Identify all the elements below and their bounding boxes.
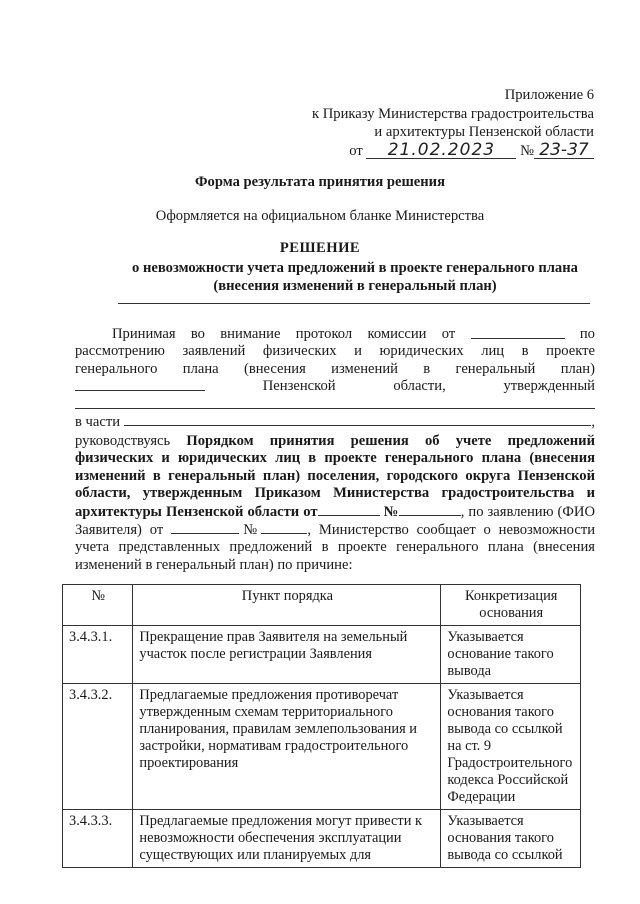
appendix-date-line [312, 139, 594, 161]
blank-settlement [75, 378, 205, 391]
row-number: 3.4.3.1. [63, 626, 133, 684]
in-part-label: в части [75, 413, 121, 430]
row-basis: Указывается основание такого вывода [441, 626, 581, 684]
comma: , [591, 413, 595, 430]
appendix-ministry-line: и архитектуры Пензенской области [374, 124, 594, 140]
word: заявлений [182, 343, 246, 360]
table-row [63, 684, 581, 810]
decision-subtitle-line-1: о невозможности учета предложений в проекте генерального плана [132, 260, 578, 276]
blank-in-part [124, 413, 591, 426]
word: плана [182, 360, 219, 377]
word: юридических [379, 343, 464, 360]
word: и [354, 343, 362, 360]
ministry-reports: , Министерство сообщает о невозможности учета представленных предложений в проекте генерального плана (внесения изменений в генеральный план) по причине: [75, 522, 596, 573]
decision-title: РЕШЕНИЕ [279, 240, 361, 256]
word: генеральный [455, 360, 536, 377]
body-line-in-part [75, 413, 595, 431]
word: Пензенской [262, 378, 336, 395]
form-title: Форма результата принятия решения [195, 174, 445, 190]
handwritten-date: 21.02.2023 [366, 142, 516, 159]
word: внимание [220, 326, 281, 342]
body-line-1 [75, 326, 595, 343]
decision-subtitle-line-2: (внесения изменений в генеральный план) [213, 278, 497, 294]
row-number: 3.4.3.2. [63, 684, 133, 810]
word: в [521, 343, 529, 360]
number-label: № [520, 142, 534, 159]
reasons-table [62, 584, 581, 868]
guided-word: руководствуясь [75, 433, 171, 450]
row-item: Предлагаемые предложения могут привести к невозможности обеспечения эксплуатации существующих или планируемых для [133, 810, 441, 868]
procedure-number-sign: № [383, 503, 399, 520]
header-number: № [63, 585, 133, 626]
word: протокол [295, 326, 353, 342]
word: области, [393, 378, 446, 395]
blank-application-number [261, 521, 307, 534]
word: генерального [75, 360, 158, 377]
blank-protocol-date [471, 326, 565, 339]
header-item: Пункт порядка [133, 585, 441, 626]
appendix-order-line: к Приказу Министерства градостроительства [312, 105, 594, 122]
body-line-3 [75, 361, 595, 378]
word: в [423, 360, 431, 377]
application-number-sign: № [239, 522, 262, 539]
form-note: Оформляется на официальном бланке Министерства [155, 208, 485, 224]
word: рассмотрению [75, 343, 165, 360]
word: Принимая [112, 326, 176, 342]
blank-order-number [399, 503, 461, 516]
procedure-reference: Порядком принятия решения об учете предложений физических и юридических лиц в проекте генерального плана (внесения изменений в генеральный план) поселения, городского округа Пензенской области, утвержденным Приказом Министерства градостроительства и архитектуры Пензенской области от [75, 433, 595, 520]
row-item: Предлагаемые предложения противоречат утвержденным схемам территориального планирования, правилам землепользования и застройки, нормативам градостроительного проектирования [133, 684, 441, 810]
body-line-4 [75, 378, 595, 395]
table-row [63, 810, 581, 868]
header-basis: Конкретизация основания [441, 585, 581, 626]
word: лиц [481, 343, 505, 360]
appendix-header [312, 86, 594, 160]
fio-label: (ФИО Заявителя) от [75, 503, 596, 539]
appendix-number: Приложение 6 [504, 87, 594, 103]
word: (внесения [243, 360, 306, 377]
decision-subtitle [100, 259, 610, 295]
handwritten-number: 23-37 [534, 142, 594, 159]
from-label: от [349, 142, 363, 159]
row-item: Прекращение прав Заявителя на земельный участок после регистрации Заявления [133, 626, 441, 684]
word: план) [560, 360, 595, 377]
row-basis: Указывается основания такого вывода со ссылкой на ст. 9 Градостроительного кодекса Российской Федерации [441, 684, 581, 810]
word: физических [262, 343, 337, 360]
by-application: , по заявлению [460, 503, 554, 520]
word: во [190, 326, 205, 342]
word: комиссии [367, 326, 427, 342]
body-line-2 [75, 343, 595, 360]
blank-order-date [318, 503, 380, 516]
row-number: 3.4.3.3. [63, 810, 133, 868]
row-basis: Указывается основания такого вывода со ссылкой [441, 810, 581, 868]
table-header-row [63, 585, 581, 626]
word: от [441, 326, 456, 342]
word: изменений [331, 360, 398, 377]
word: по [579, 326, 595, 342]
blank-application-date [171, 521, 239, 534]
body-paragraph [75, 433, 595, 574]
decision-body [75, 326, 595, 574]
underline-rule [118, 303, 590, 304]
table-row [63, 626, 581, 684]
word: проекте [546, 343, 595, 360]
word: утвержденный [503, 378, 595, 395]
blank-full-line [75, 396, 595, 409]
